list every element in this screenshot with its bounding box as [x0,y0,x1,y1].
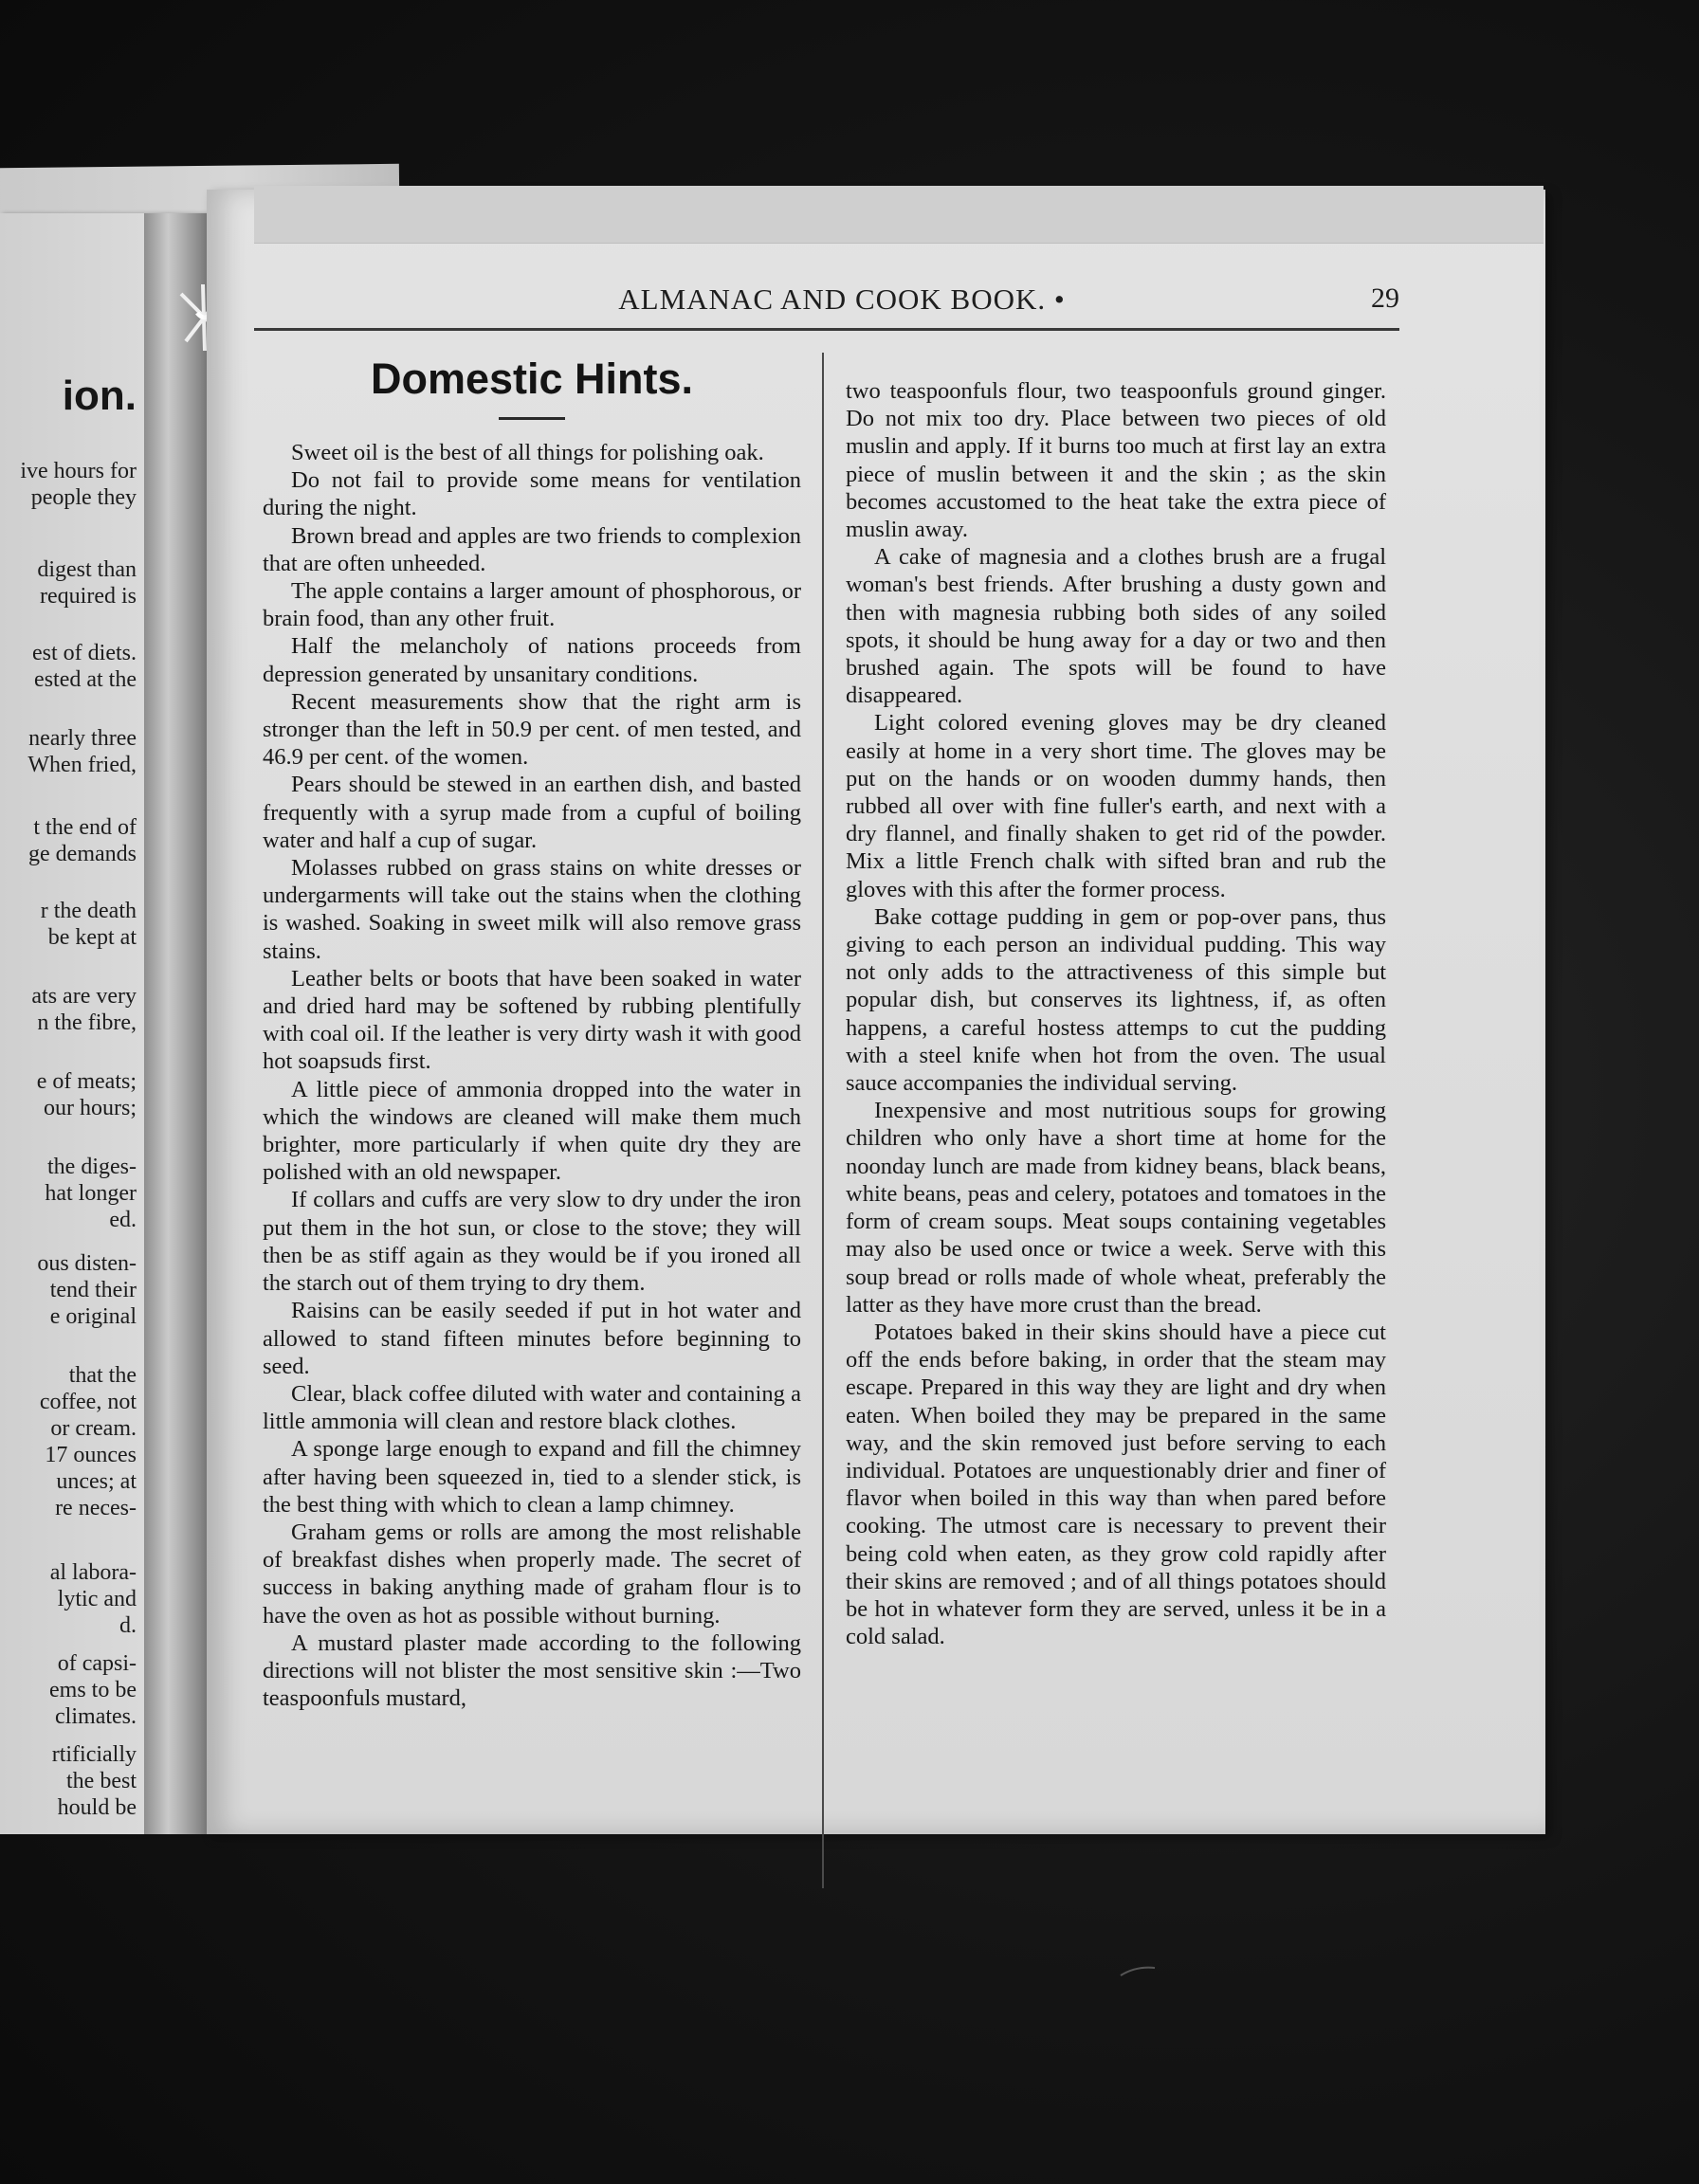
paragraph: Sweet oil is the best of all things for polishing oak. [291,440,764,465]
previous-page-line: r the death [40,899,137,923]
page-top-edge [254,186,1544,244]
paragraph: Bake cottage pudding in gem or pop-over pans, thus giving to each person an individual pudding. This way not only adds to the attractiveness of this simple but popular dish, but conserves its lightness, if, as often happens, a careful hostess attemps to cut the pudding with a steel knife when hot from the oven. The usual sauce accompanies the individual serving. [846,903,1386,1097]
previous-page-line: ed. [109,1208,137,1232]
previous-page-line: lytic and [57,1587,137,1611]
paragraph: If collars and cuffs are very slow to dry under the iron put them in the hot sun, or close to the stove; they will then be as stiff again as they would be if you ironed all the starch out of them trying to dry them. [263,1187,801,1297]
continued-paragraph: two teaspoonfuls flour, two teaspoonfuls ground ginger. Do not mix too dry. Place between two pieces of old muslin and apply. If it burns too much at first lay an extra piece of muslin between it and the skin ; as the skin becomes accustomed to the heat take the extra piece of muslin away. [846,378,1386,543]
previous-page-line: climates. [55,1704,137,1729]
previous-page-line: ive hours for [20,459,137,483]
previous-page-line: or cream. [50,1416,137,1441]
paragraph: Molasses rubbed on grass stains on white dresses or undergarments will take out the stains when the clothing is washed. Soaking in sweet milk will also remove grass stains. [263,855,801,964]
previous-page-line: re neces- [55,1496,137,1520]
previous-page-line: be kept at [47,925,137,950]
paragraph: A cake of magnesia and a clothes brush are a frugal woman's best friends. After brushing a dusty gown and then with magnesia rubbing both sides of any soiled spots, it should be hung away for a day or two and then brushed again. The spots will be found to have disappeared. [846,544,1386,709]
previous-page-line: coffee, not [39,1390,137,1414]
left-column-paragraphs [263,439,801,1712]
previous-page-line: rtificially [51,1742,137,1767]
previous-page-line: t the end of [33,815,137,840]
paragraph: Raisins can be easily seeded if put in hot water and allowed to stand fifteen minutes before beginning to seed. [263,1298,801,1379]
article-left-column [263,353,801,1712]
paragraph: Pears should be stewed in an earthen dish, and basted frequently with a syrup made from a cupful of boiling water and half a cup of sugar. [263,772,801,853]
previous-page-line: n the fibre, [37,1010,137,1035]
previous-page-line: ats are very [31,984,137,1009]
previous-page-line: hould be [57,1795,137,1820]
header-title: ALMANAC AND COOK BOOK. • [618,282,1066,316]
previous-page-line: ous disten- [37,1251,137,1276]
paragraph: Recent measurements show that the right arm is stronger than the left in 50.9 per cent. of men tested, and 46.9 per cent. of the women. [263,688,801,771]
previous-page-line: al labora- [49,1560,137,1585]
previous-page-line: the diges- [47,1155,137,1179]
paragraph: Brown bread and apples are two friends to complexion that are often unheeded. [263,522,801,576]
paragraph: Clear, black coffee diluted with water and containing a little ammonia will clean and restore black clothes. [263,1380,801,1435]
previous-page-line: digest than [37,557,137,582]
paragraph: A little piece of ammonia dropped into the water in which the windows are cleaned will make them much brighter, more particularly if when quite dry they are polished with an old newspaper. [263,1076,801,1186]
page-mark-icon [1119,1962,1157,1979]
paragraph: Potatoes baked in their skins should have a piece cut off the ends before baking, in order that the steam may escape. Prepared in this way they are light and dry when eaten. When boiled they may be prepared in the same way, and the skin removed just before serving to each individual. Potatoes are unquestionably drier and finer of flavor when boiled in this way than when pared before cooking. The utmost care is necessary to prevent their being cold when eaten, as they grow cold rapidly after their skins are removed ; and of all things potatoes should be hot in whatever form they are served, unless it be in a cold salad. [846,1319,1386,1650]
paragraph: Leather belts or boots that have been soaked in water and dried hard may be softened by rubbing plentifully with coal oil. If the leather is very dirty wash it with good hot soapsuds first. [263,965,801,1075]
previous-page-line: ge demands [28,842,137,866]
previous-page-line: ested at the [34,667,137,692]
previous-page-line: 17 ounces [45,1443,137,1467]
running-header [254,281,1399,331]
previous-page-line: our hours; [44,1096,137,1120]
paragraph: Inexpensive and most nutritious soups for growing children who only have a short time at home for the noonday lunch are made from kidney beans, black beans, white beans, peas and celery, potatoes and tomatoes in the form of cream soups. Meat soups containing vegetables may also be used once or twice a week. Serve with this soup bread or rolls made of whole wheat, preferably the latter as they have more crust than the bread. [846,1098,1386,1318]
previous-page-line: unces; at [56,1469,137,1494]
previous-page-line: of capsi- [57,1651,137,1676]
previous-page-line: est of diets. [32,641,137,665]
paragraph: The apple contains a larger amount of phosphorous, or brain food, than any other fruit. [263,578,801,632]
paragraph: Do not fail to provide some means for ventilation during the night. [263,467,801,521]
right-column-paragraphs [846,543,1386,1650]
page-number: 29 [1371,282,1399,314]
previous-page-line: d. [119,1613,137,1638]
previous-page-line: e of meats; [36,1069,137,1094]
previous-page-line: people they [30,485,137,510]
previous-page-line: that the [68,1363,137,1388]
previous-page-line: hat longer [45,1181,137,1206]
column-divider [822,353,824,1888]
paragraph: Light colored evening gloves may be dry cleaned easily at home in a very short time. The gloves may be put on the hands or on wooden dummy hands, then rubbed all over with fine fuller's earth, and next with a dry flannel, and finally shaken to get rid of the powder. Mix a little French chalk with sifted bran and rub the gloves with this after the former process. [846,710,1386,902]
paragraph: A sponge large enough to expand and fill the chimney after having been squeezed in, tied to a slender stick, is the best thing with which to clean a lamp chimney. [263,1436,801,1518]
paragraph: Graham gems or rolls are among the most relishable of breakfast dishes when properly made. The secret of success in baking anything made of graham flour is to have the oven as hot as possible without burning. [263,1519,801,1629]
previous-page-text-fragment [0,355,144,1872]
previous-page-line: nearly three [28,726,137,751]
previous-page-heading-fragment: ion. [62,373,137,419]
article-title: Domestic Hints. [370,355,694,403]
previous-page-line: ems to be [49,1678,137,1702]
paragraph: Half the melancholy of nations proceeds from depression generated by unsanitary conditions. [263,633,801,687]
previous-page-line: When fried, [27,753,137,777]
paragraph: A mustard plaster made according to the following directions will not blister the most sensitive skin :—Two teaspoonfuls mustard, [263,1629,801,1712]
previous-page-line: the best [66,1769,137,1793]
previous-page-line: e original [49,1304,137,1329]
article-right-column [846,377,1386,1650]
book-binding-gutter [144,213,212,1834]
previous-page-line: tend their [49,1278,137,1302]
previous-page-line: required is [40,584,137,609]
title-rule [499,417,565,420]
